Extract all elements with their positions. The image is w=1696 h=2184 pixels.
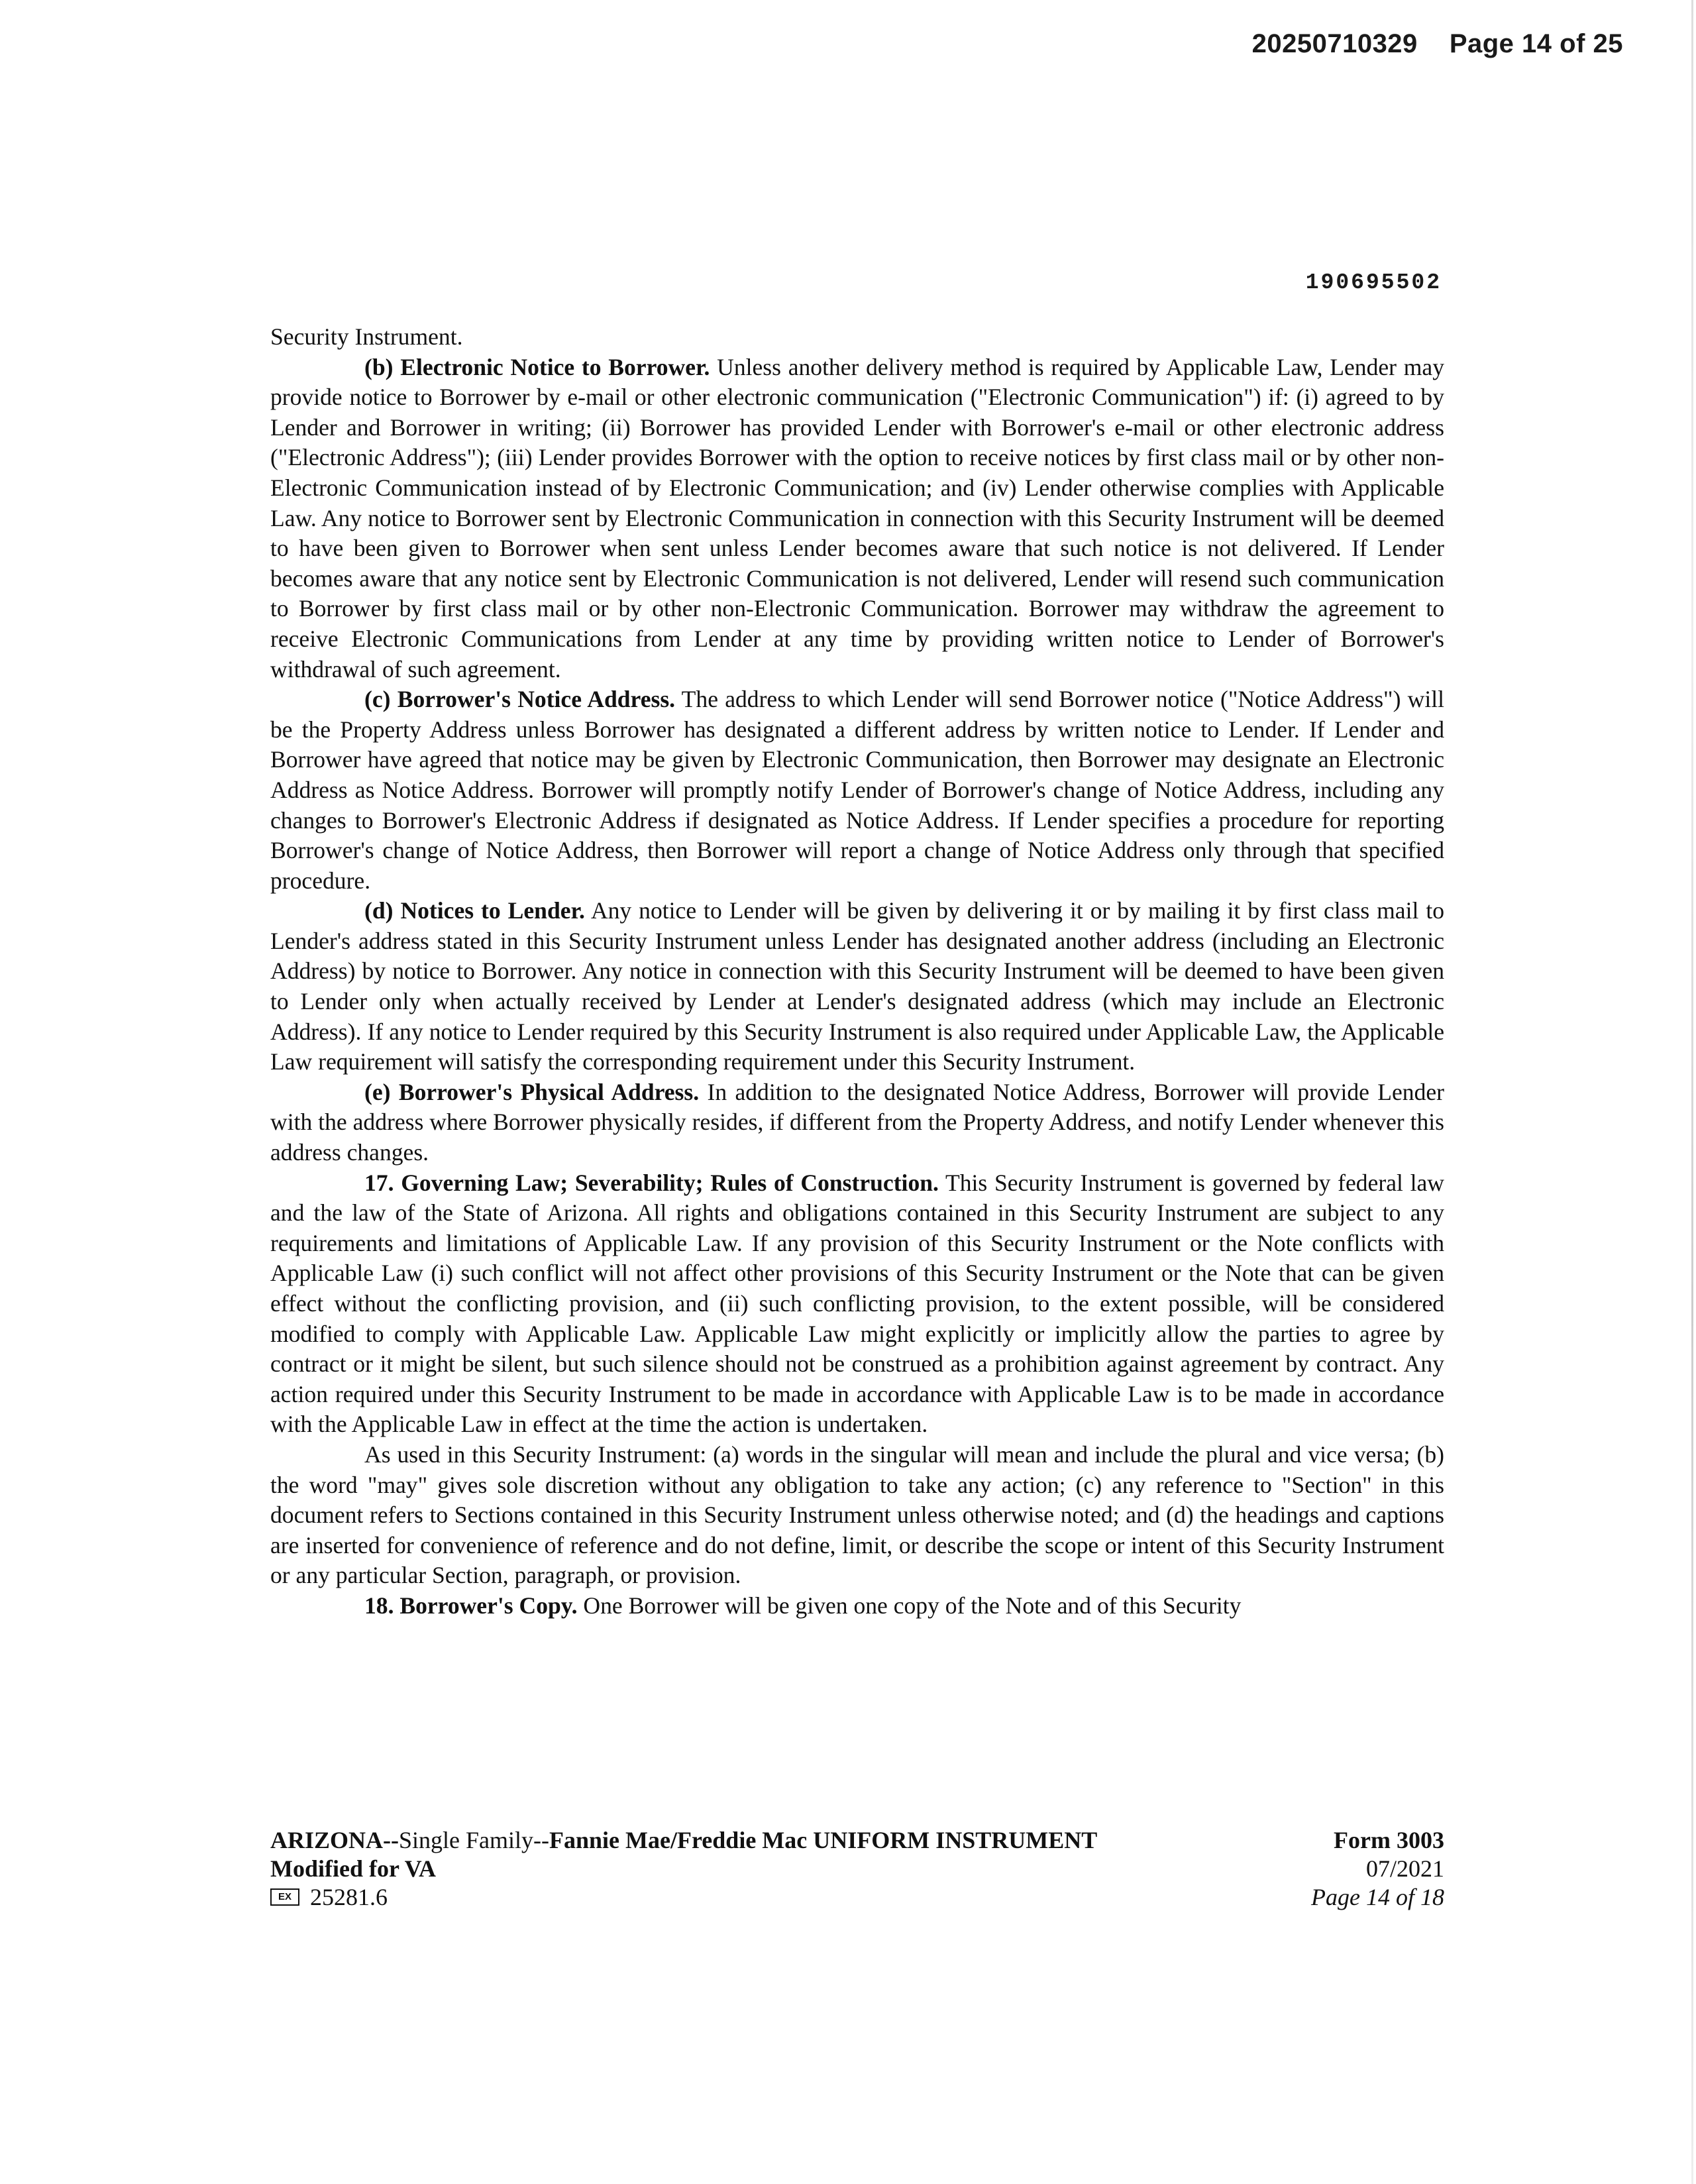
footer-form-code-line	[270, 1883, 1097, 1912]
heading-governing-law: 17. Governing Law; Severability; Rules of Construction.	[364, 1169, 939, 1196]
heading-electronic-notice: (b) Electronic Notice to Borrower.	[364, 353, 710, 380]
text-notices-to-lender: Any notice to Lender will be given by delivering it or by mailing it by first class mail to Lender's address stated in this Security Instrument unless Lender has designated another address (including an Electronic Address) by notice to Borrower. Any notice in connection with this Security Instrument will be deemed to have been given to Lender only when actually received by Lender at Lender's designated address (which may include an Electronic Address). If any notice to Lender required by this Security Instrument is also required under Applicable Law, the Applicable Law requirement will satisfy the corresponding requirement under this Security Instrument.	[270, 897, 1444, 1075]
footer-instrument: Fannie Mae/Freddie Mac UNIFORM INSTRUMENT	[549, 1827, 1098, 1853]
paragraph-electronic-notice	[270, 353, 1444, 685]
paragraph-notice-address	[270, 684, 1444, 896]
footer-form-code: 25281.6	[310, 1884, 388, 1910]
paragraph-notices-to-lender	[270, 896, 1444, 1077]
footer-modified: Modified for VA	[270, 1855, 437, 1882]
footer-form-number: Form 3003	[1334, 1827, 1444, 1853]
recording-document-number: 20250710329	[1251, 29, 1418, 58]
text-electronic-notice: Unless another delivery method is required by Applicable Law, Lender may provide notice to Borrower by e-mail or other electronic communication ("Electronic Communication") if: (i) agreed to by Lender and Borrower in writing; (ii) Borrower has provided Lender with Borrower's e-mail or other electronic address ("Electronic Address"); (iii) Lender provides Borrower with the option to receive notices by first class mail or by other non-Electronic Communication instead of by Electronic Communication; and (iv) Lender otherwise complies with Applicable Law. Any notice to Borrower sent by Electronic Communication in connection with this Security Instrument will be deemed to have been given to Borrower when sent unless Lender becomes aware that such notice is not delivered. If Lender becomes aware that any notice sent by Electronic Communication is not delivered, Lender will resend such communication to Borrower by first class mail or by other non-Electronic Communication. Borrower may withdraw the agreement to receive Electronic Communications from Lender at any time by providing written notice to Lender of Borrower's withdrawal of such agreement.	[270, 353, 1444, 682]
scan-edge	[1691, 0, 1693, 2184]
text-borrowers-copy: One Borrower will be given one copy of the Note and of this Security	[577, 1592, 1242, 1619]
loan-number: 190695502	[1305, 270, 1442, 295]
paragraph-rules-of-construction: As used in this Security Instrument: (a) words in the singular will mean and include the plural and vice versa; (b) the word "may" gives sole discretion without any obligation to take any action; (c) any reference to "Section" in this document refers to Sections contained in this Security Instrument unless otherwise noted; and (d) the headings and captions are inserted for convenience of reference and do not define, limit, or describe the scope or intent of this Security Instrument or any particular Section, paragraph, or provision.	[270, 1441, 1444, 1589]
document-body	[270, 322, 1444, 1621]
recording-page-label: Page 14 of 25	[1449, 29, 1623, 58]
paragraph-borrowers-copy	[270, 1591, 1444, 1621]
footer-state: ARIZONA--	[270, 1827, 399, 1853]
paragraph-continuation: Security Instrument.	[270, 323, 463, 350]
paragraph-physical-address	[270, 1077, 1444, 1168]
footer-form-date: 07/2021	[1365, 1855, 1444, 1882]
footer-page: Page 14 of 18	[1311, 1884, 1444, 1910]
heading-notices-to-lender: (d) Notices to Lender.	[364, 897, 585, 924]
text-physical-address: In addition to the designated Notice Address, Borrower will provide Lender with the address where Borrower physically resides, if different from the Property Address, and notify Lender whenever this address changes.	[270, 1078, 1444, 1166]
text-governing-law: This Security Instrument is governed by federal law and the law of the State of Arizona. All rights and obligations contained in this Security Instrument are subject to any requirements and limitations of Applicable Law. If any provision of this Security Instrument or the Note conflicts with Applicable Law (i) such conflict will not affect other provisions of this Security Instrument or the Note that can be given effect without the conflicting provision, and (ii) such conflicting provision, to the extent possible, will be considered modified to comply with Applicable Law. Applicable Law might explicitly or implicitly allow the parties to agree by contract or it might be silent, but such silence should not be construed as a prohibition against agreement by contract. Any action required under this Security Instrument to be made in accordance with Applicable Law is to be made in accordance with the Applicable Law in effect at the time the action is undertaken.	[270, 1169, 1444, 1438]
heading-notice-address: (c) Borrower's Notice Address.	[364, 686, 676, 713]
footer-instrument-info	[270, 1826, 1097, 1912]
footer-family: Single Family--	[399, 1827, 549, 1853]
footer-form-info	[1311, 1826, 1444, 1912]
heading-physical-address: (e) Borrower's Physical Address.	[364, 1078, 700, 1105]
recording-stamp	[1252, 29, 1623, 59]
ex-icon: EX	[270, 1888, 299, 1906]
footer-instrument-line	[270, 1826, 1097, 1855]
text-notice-address: The address to which Lender will send Borrower notice ("Notice Address") will be the Property Address unless Borrower has designated a different address by written notice to Lender. If Lender and Borrower have agreed that notice may be given by Electronic Communication, then Borrower may designate an Electronic Address as Notice Address. Borrower will promptly notify Lender of Borrower's change of Notice Address, including any changes to Borrower's Electronic Address if designated as Notice Address. If Lender specifies a procedure for reporting Borrower's change of Notice Address, then Borrower will report a change of Notice Address only through that specified procedure.	[270, 686, 1444, 894]
paragraph-governing-law	[270, 1168, 1444, 1440]
heading-borrowers-copy: 18. Borrower's Copy.	[364, 1592, 578, 1619]
